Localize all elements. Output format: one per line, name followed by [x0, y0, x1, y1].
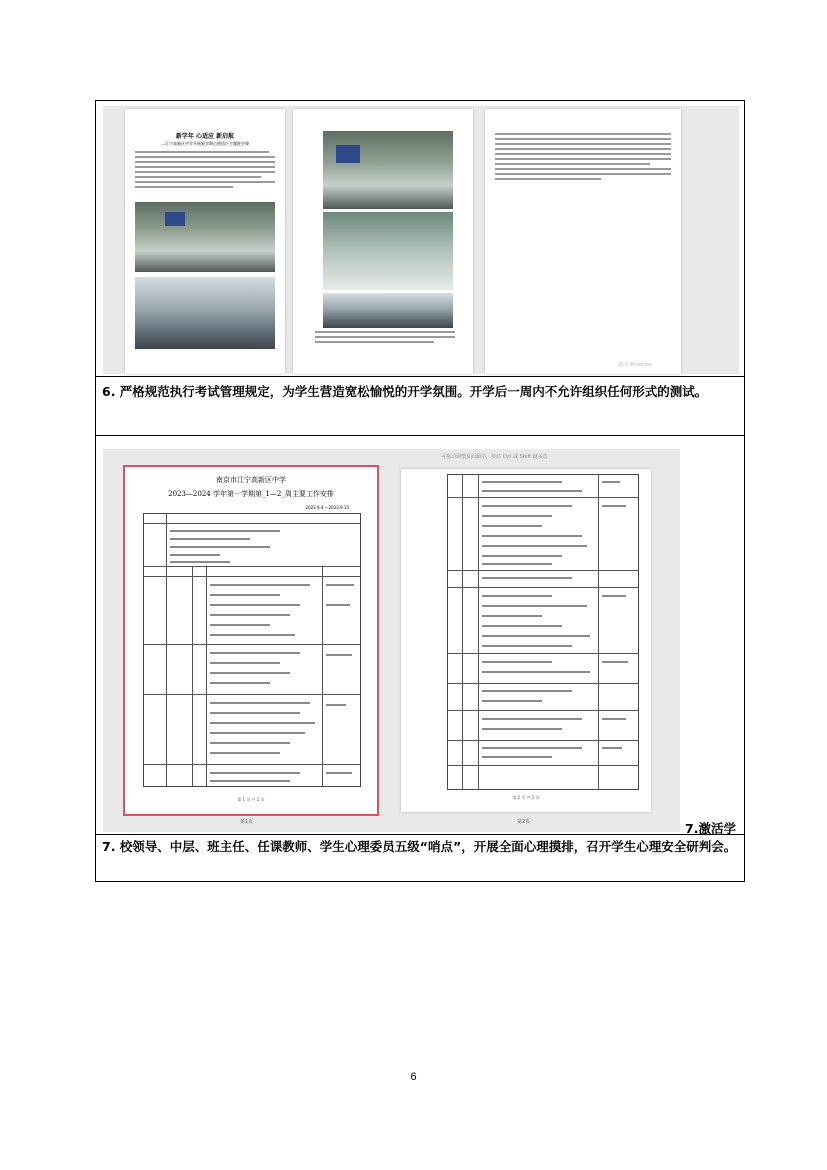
- class-photo-3: [323, 131, 453, 209]
- schedule-table-2: [447, 474, 639, 790]
- schedule-table-1: [143, 513, 361, 787]
- toolbar-hint: 可拖动调整页面顺序，按住 Ctrl 或 Shift 键多选: [441, 454, 548, 460]
- text-page-lines: [495, 133, 671, 180]
- page-2-footer: 第 2 页 共 2 页: [512, 795, 540, 800]
- divider-2: [96, 435, 744, 436]
- item-7-side-label: 7.激活学: [685, 821, 736, 836]
- article-title: 新学年 心适应 新启航: [175, 133, 235, 140]
- schedule-page-1[interactable]: [123, 465, 379, 816]
- item-7-text: 7. 校领导、中层、班主任、任课教师、学生心理委员五级“哨点”，开展全面心理摸排，召开学生心理安全研判会。: [102, 839, 737, 854]
- photo-page: [293, 109, 473, 374]
- page-2-caption: 第2页: [517, 819, 531, 825]
- schedule-title: 2023—2024 学年第一学期第_1—2_周主要工作安排: [168, 490, 334, 498]
- class-photo-4: [323, 212, 453, 290]
- item-6-text: 6. 严格规范执行考试管理规定，为学生营造宽松愉悦的开学氛围。开学后一周内不允许组织任何形式的测试。: [102, 384, 708, 399]
- article-subtitle: —江宁高新区中学开展新学期心理适应主题班会课: [161, 141, 249, 146]
- schedule-pages-screenshot: [103, 449, 680, 832]
- article-text-lines: [135, 151, 275, 188]
- photo-caption-lines: [315, 331, 455, 346]
- text-page: [485, 109, 681, 374]
- windows-watermark: 激活 Windows: [618, 362, 652, 368]
- projector-screen-2: [336, 145, 360, 163]
- class-photo-1: [135, 202, 275, 272]
- article-page: [125, 109, 285, 374]
- date-range: 2023.9.4 —2023.9.10: [305, 505, 349, 510]
- page-1-caption: 第1页: [240, 819, 254, 825]
- divider-1: [96, 376, 744, 377]
- class-photo-2: [135, 277, 275, 349]
- class-photo-5: [323, 293, 453, 328]
- schedule-page-2[interactable]: [401, 469, 651, 812]
- page-number: 6: [410, 1071, 417, 1083]
- content-frame: [95, 100, 745, 882]
- page-1-footer: 第 1 页 共 2 页: [237, 797, 265, 802]
- divider-3: [96, 834, 744, 835]
- document-pages-screenshot: [103, 106, 739, 374]
- projector-screen: [165, 212, 185, 226]
- school-name: 南京市江宁高新区中学: [216, 476, 286, 484]
